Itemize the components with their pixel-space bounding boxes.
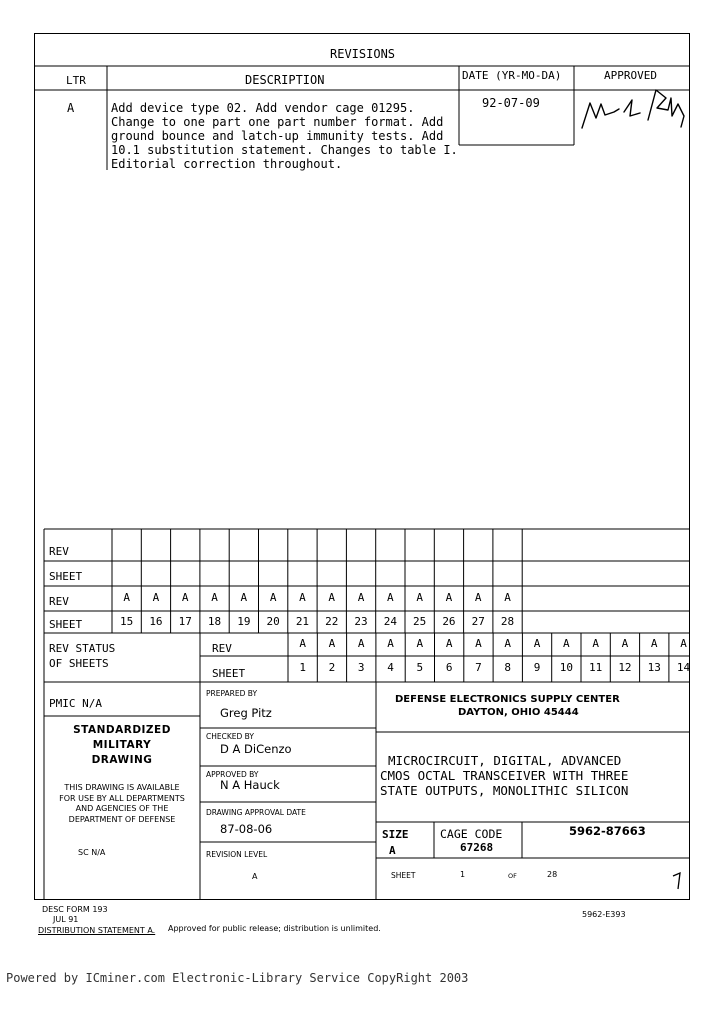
- cage-code: 67268: [460, 841, 494, 854]
- standardized-label: STANDARDIZED: [73, 724, 171, 736]
- rev-cell: A: [387, 637, 394, 650]
- sheet-number-cell: 9: [533, 661, 541, 674]
- description-line: Change to one part one part number format. Add: [111, 115, 444, 129]
- size-label: SIZE: [382, 828, 409, 841]
- prepared-by: Greg Pitz: [220, 706, 272, 720]
- sheet-number-cell: 5: [416, 661, 424, 674]
- revision-letter: A: [67, 101, 75, 115]
- sheet-number-cell: 26: [442, 615, 456, 628]
- of-label: OF: [508, 872, 517, 880]
- revisions-title: REVISIONS: [330, 47, 396, 61]
- rev-cell: A: [474, 591, 482, 604]
- pmic: PMIC N/A: [49, 697, 102, 710]
- desc-form: DESC FORM 193: [42, 905, 108, 914]
- rev-cell: A: [533, 637, 541, 650]
- sheet-number-cell: 13: [647, 661, 661, 674]
- sheet-label: SHEET: [49, 618, 83, 631]
- approval-date-label: DRAWING APPROVAL DATE: [206, 808, 306, 817]
- rev-cell: A: [357, 637, 365, 650]
- sheet-number-cell: 7: [475, 661, 482, 674]
- rev-cell: A: [299, 637, 306, 650]
- sheet-number-cell: 4: [387, 661, 394, 674]
- ltr-header: LTR: [66, 74, 86, 87]
- sheet-number-cell: 25: [413, 615, 427, 628]
- sheet-number-cell: 23: [354, 615, 368, 628]
- drawing-title-line: MICROCIRCUIT, DIGITAL, ADVANCED: [388, 753, 622, 768]
- rev-cell: A: [504, 637, 512, 650]
- size-value: A: [389, 844, 396, 857]
- revision-level-label: REVISION LEVEL: [206, 850, 268, 859]
- availability-line: FOR USE BY ALL DEPARTMENTS: [59, 794, 185, 803]
- sheet-number-cell: 28: [500, 615, 515, 628]
- rev-cell: A: [475, 637, 482, 650]
- rev-cell: A: [357, 591, 365, 604]
- rev-label: REV: [49, 545, 69, 558]
- drawing-label: DRAWING: [91, 754, 153, 766]
- agency-location: DAYTON, OHIO 45444: [458, 707, 579, 718]
- sheet-number-cell: 8: [504, 661, 512, 674]
- military-label: MILITARY: [92, 739, 152, 751]
- rev-label: REV: [212, 642, 232, 655]
- checked-by: D A DiCenzo: [220, 742, 292, 756]
- rev-cell: A: [181, 591, 189, 604]
- approved-by-label: APPROVED BY: [206, 770, 259, 779]
- sheet-number-cell: 27: [471, 615, 485, 628]
- rev-cell: A: [328, 637, 336, 650]
- rev-cell: A: [123, 591, 130, 604]
- sheet-number-cell: 3: [357, 661, 365, 674]
- sheet-number-cell: 6: [445, 661, 453, 674]
- sheet-label: SHEET: [391, 871, 416, 880]
- sheet-total: 28: [547, 870, 558, 879]
- rev-cell: A: [650, 637, 658, 650]
- sheet-label: SHEET: [49, 570, 83, 583]
- description-header: DESCRIPTION: [245, 73, 325, 87]
- revision-date: 92-07-09: [482, 96, 540, 110]
- availability-line: DEPARTMENT OF DEFENSE: [68, 815, 176, 824]
- sheet-number-cell: 15: [120, 615, 134, 628]
- description-line: Add device type 02. Add vendor cage 01295.: [111, 101, 415, 115]
- rev-cell: A: [504, 591, 511, 604]
- description-line: ground bounce and latch-up immunity tests. Add: [111, 129, 444, 143]
- sheet-number-cell: 18: [207, 615, 222, 628]
- sheet-number-cell: 17: [178, 615, 192, 628]
- rev-cell: A: [416, 637, 424, 650]
- availability-line: THIS DRAWING IS AVAILABLE: [64, 783, 180, 792]
- rev-cell: A: [211, 591, 218, 604]
- rev-cell: A: [387, 591, 394, 604]
- rev-label: REV: [49, 595, 69, 608]
- sheet-number-cell: 22: [325, 615, 339, 628]
- rev-cell: A: [240, 591, 248, 604]
- rev-cell: A: [563, 637, 570, 650]
- form-date: JUL 91: [53, 915, 79, 924]
- sheet-number-cell: 21: [295, 615, 310, 628]
- sheet-number-cell: 11: [589, 661, 603, 674]
- rev-cell: A: [445, 591, 453, 604]
- sheet-number-cell: 20: [266, 615, 280, 628]
- date-header: DATE (YR-MO-DA): [462, 69, 562, 82]
- form-code: 5962-E393: [582, 910, 626, 919]
- sheet-number-cell: 19: [237, 615, 251, 628]
- sheet-number-cell: 2: [328, 661, 336, 674]
- drawing-title-line: STATE OUTPUTS, MONOLITHIC SILICON: [380, 783, 629, 798]
- sheet-number-cell: 14: [676, 661, 691, 674]
- sheet-number-cell: 1: [299, 661, 306, 674]
- sheet-number: 1: [460, 870, 466, 879]
- cage-code-label: CAGE CODE: [440, 827, 503, 841]
- approval-date: 87-08-06: [220, 822, 273, 836]
- description-line: Editorial correction throughout.: [111, 157, 343, 171]
- sheet-number-cell: 16: [149, 615, 163, 628]
- sheet-label: SHEET: [212, 667, 246, 680]
- of-sheets-label: OF SHEETS: [49, 657, 109, 670]
- distribution-statement: DISTRIBUTION STATEMENT A.: [38, 926, 156, 935]
- drawing-number: 5962-87663: [569, 824, 646, 838]
- rev-cell: A: [621, 637, 629, 650]
- sheet-number-cell: 12: [618, 661, 632, 674]
- rev-cell: A: [152, 591, 160, 604]
- rev-cell: A: [269, 591, 277, 604]
- sheet-number-cell: 24: [383, 615, 397, 628]
- rev-status-label: REV STATUS: [49, 642, 116, 655]
- approved-by: N A Hauck: [220, 778, 280, 792]
- rev-cell: A: [680, 637, 687, 650]
- rev-cell: A: [445, 637, 453, 650]
- checked-by-label: CHECKED BY: [206, 732, 254, 741]
- rev-cell: A: [299, 591, 306, 604]
- availability-line: AND AGENCIES OF THE: [75, 804, 169, 813]
- rev-cell: A: [328, 591, 336, 604]
- footer-copyright: Powered by ICminer.com Electronic-Library Service CopyRight 2003: [6, 971, 469, 985]
- revision-level: A: [252, 872, 258, 881]
- prepared-by-label: PREPARED BY: [206, 689, 258, 698]
- sc-code: SC N/A: [78, 848, 106, 857]
- distribution-text: Approved for public release; distribution is unlimited.: [168, 924, 381, 933]
- agency-name: DEFENSE ELECTRONICS SUPPLY CENTER: [395, 694, 620, 705]
- description-line: 10.1 substitution statement. Changes to table I.: [111, 143, 458, 157]
- approved-header: APPROVED: [604, 69, 657, 82]
- drawing-title-line: CMOS OCTAL TRANSCEIVER WITH THREE: [380, 768, 629, 783]
- sheet-number-cell: 10: [559, 661, 573, 674]
- rev-cell: A: [416, 591, 423, 604]
- rev-cell: A: [592, 637, 599, 650]
